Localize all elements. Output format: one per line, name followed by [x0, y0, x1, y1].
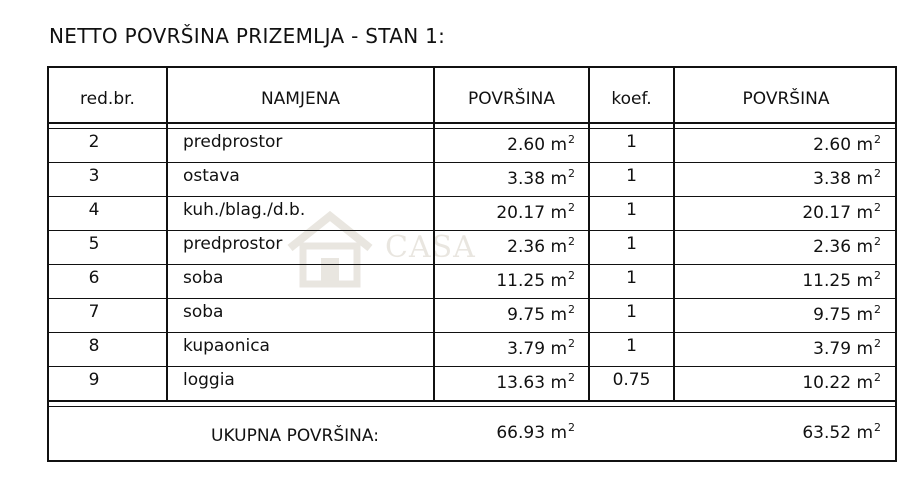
row-area: 11.25 $m^2$ — [496, 269, 575, 291]
row-namjena: loggia — [183, 370, 235, 390]
row-net-area: 2.36 $m^2$ — [813, 235, 881, 257]
header-koef: koef. — [611, 89, 652, 109]
row-area: 2.36 $m^2$ — [507, 235, 575, 257]
row-koef: 1 — [626, 234, 637, 254]
row-number: 9 — [88, 370, 100, 390]
row-area: 2.60 $m^2$ — [507, 133, 575, 155]
row-number: 6 — [88, 268, 100, 288]
row-net-area: 20.17 $m^2$ — [802, 201, 881, 223]
row-namjena: kuh./blag./d.b. — [183, 200, 306, 220]
watermark-text: CASA — [385, 230, 476, 265]
row-area: 3.38 $m^2$ — [507, 167, 575, 189]
row-net-area: 11.25 $m^2$ — [802, 269, 881, 291]
total-net-area: 63.52 $m^2$ — [802, 421, 881, 443]
row-net-area: 9.75 $m^2$ — [813, 303, 881, 325]
row-net-area: 3.38 $m^2$ — [813, 167, 881, 189]
row-koef: 0.75 — [612, 370, 651, 390]
header-povrsina: POVRŠINA — [468, 89, 555, 109]
total-area: 66.93 $m^2$ — [496, 421, 575, 443]
row-namjena: kupaonica — [183, 336, 270, 356]
row-number: 5 — [88, 234, 100, 254]
row-number: 4 — [88, 200, 100, 220]
row-koef: 1 — [626, 268, 637, 288]
area-table — [47, 66, 897, 462]
row-number: 7 — [88, 302, 100, 322]
row-number: 3 — [88, 166, 100, 186]
row-area: 13.63 $m^2$ — [496, 371, 575, 393]
header-redbr: red.br. — [80, 89, 135, 109]
row-net-area: 2.60 $m^2$ — [813, 133, 881, 155]
row-namjena: predprostor — [183, 132, 283, 152]
row-namjena: soba — [183, 268, 224, 288]
row-namjena: soba — [183, 302, 224, 322]
row-area: 9.75 $m^2$ — [507, 303, 575, 325]
document-title: NETTO POVRŠINA PRIZEMLJA - STAN 1: — [49, 24, 446, 48]
row-namjena: predprostor — [183, 234, 283, 254]
row-namjena: ostava — [183, 166, 240, 186]
header-povrsina-net: POVRŠINA — [742, 89, 830, 109]
row-number: 8 — [88, 336, 100, 356]
row-net-area: 3.79 $m^2$ — [813, 337, 881, 359]
row-koef: 1 — [626, 200, 637, 220]
row-koef: 1 — [626, 336, 637, 356]
row-number: 2 — [88, 132, 100, 152]
row-koef: 1 — [626, 132, 637, 152]
row-koef: 1 — [626, 302, 637, 322]
row-area: 20.17 $m^2$ — [496, 201, 575, 223]
row-area: 3.79 $m^2$ — [507, 337, 575, 359]
total-label: UKUPNA POVRŠINA: — [211, 426, 379, 446]
row-koef: 1 — [626, 166, 637, 186]
header-namjena: NAMJENA — [260, 89, 341, 109]
row-net-area: 10.22 $m^2$ — [802, 371, 881, 393]
